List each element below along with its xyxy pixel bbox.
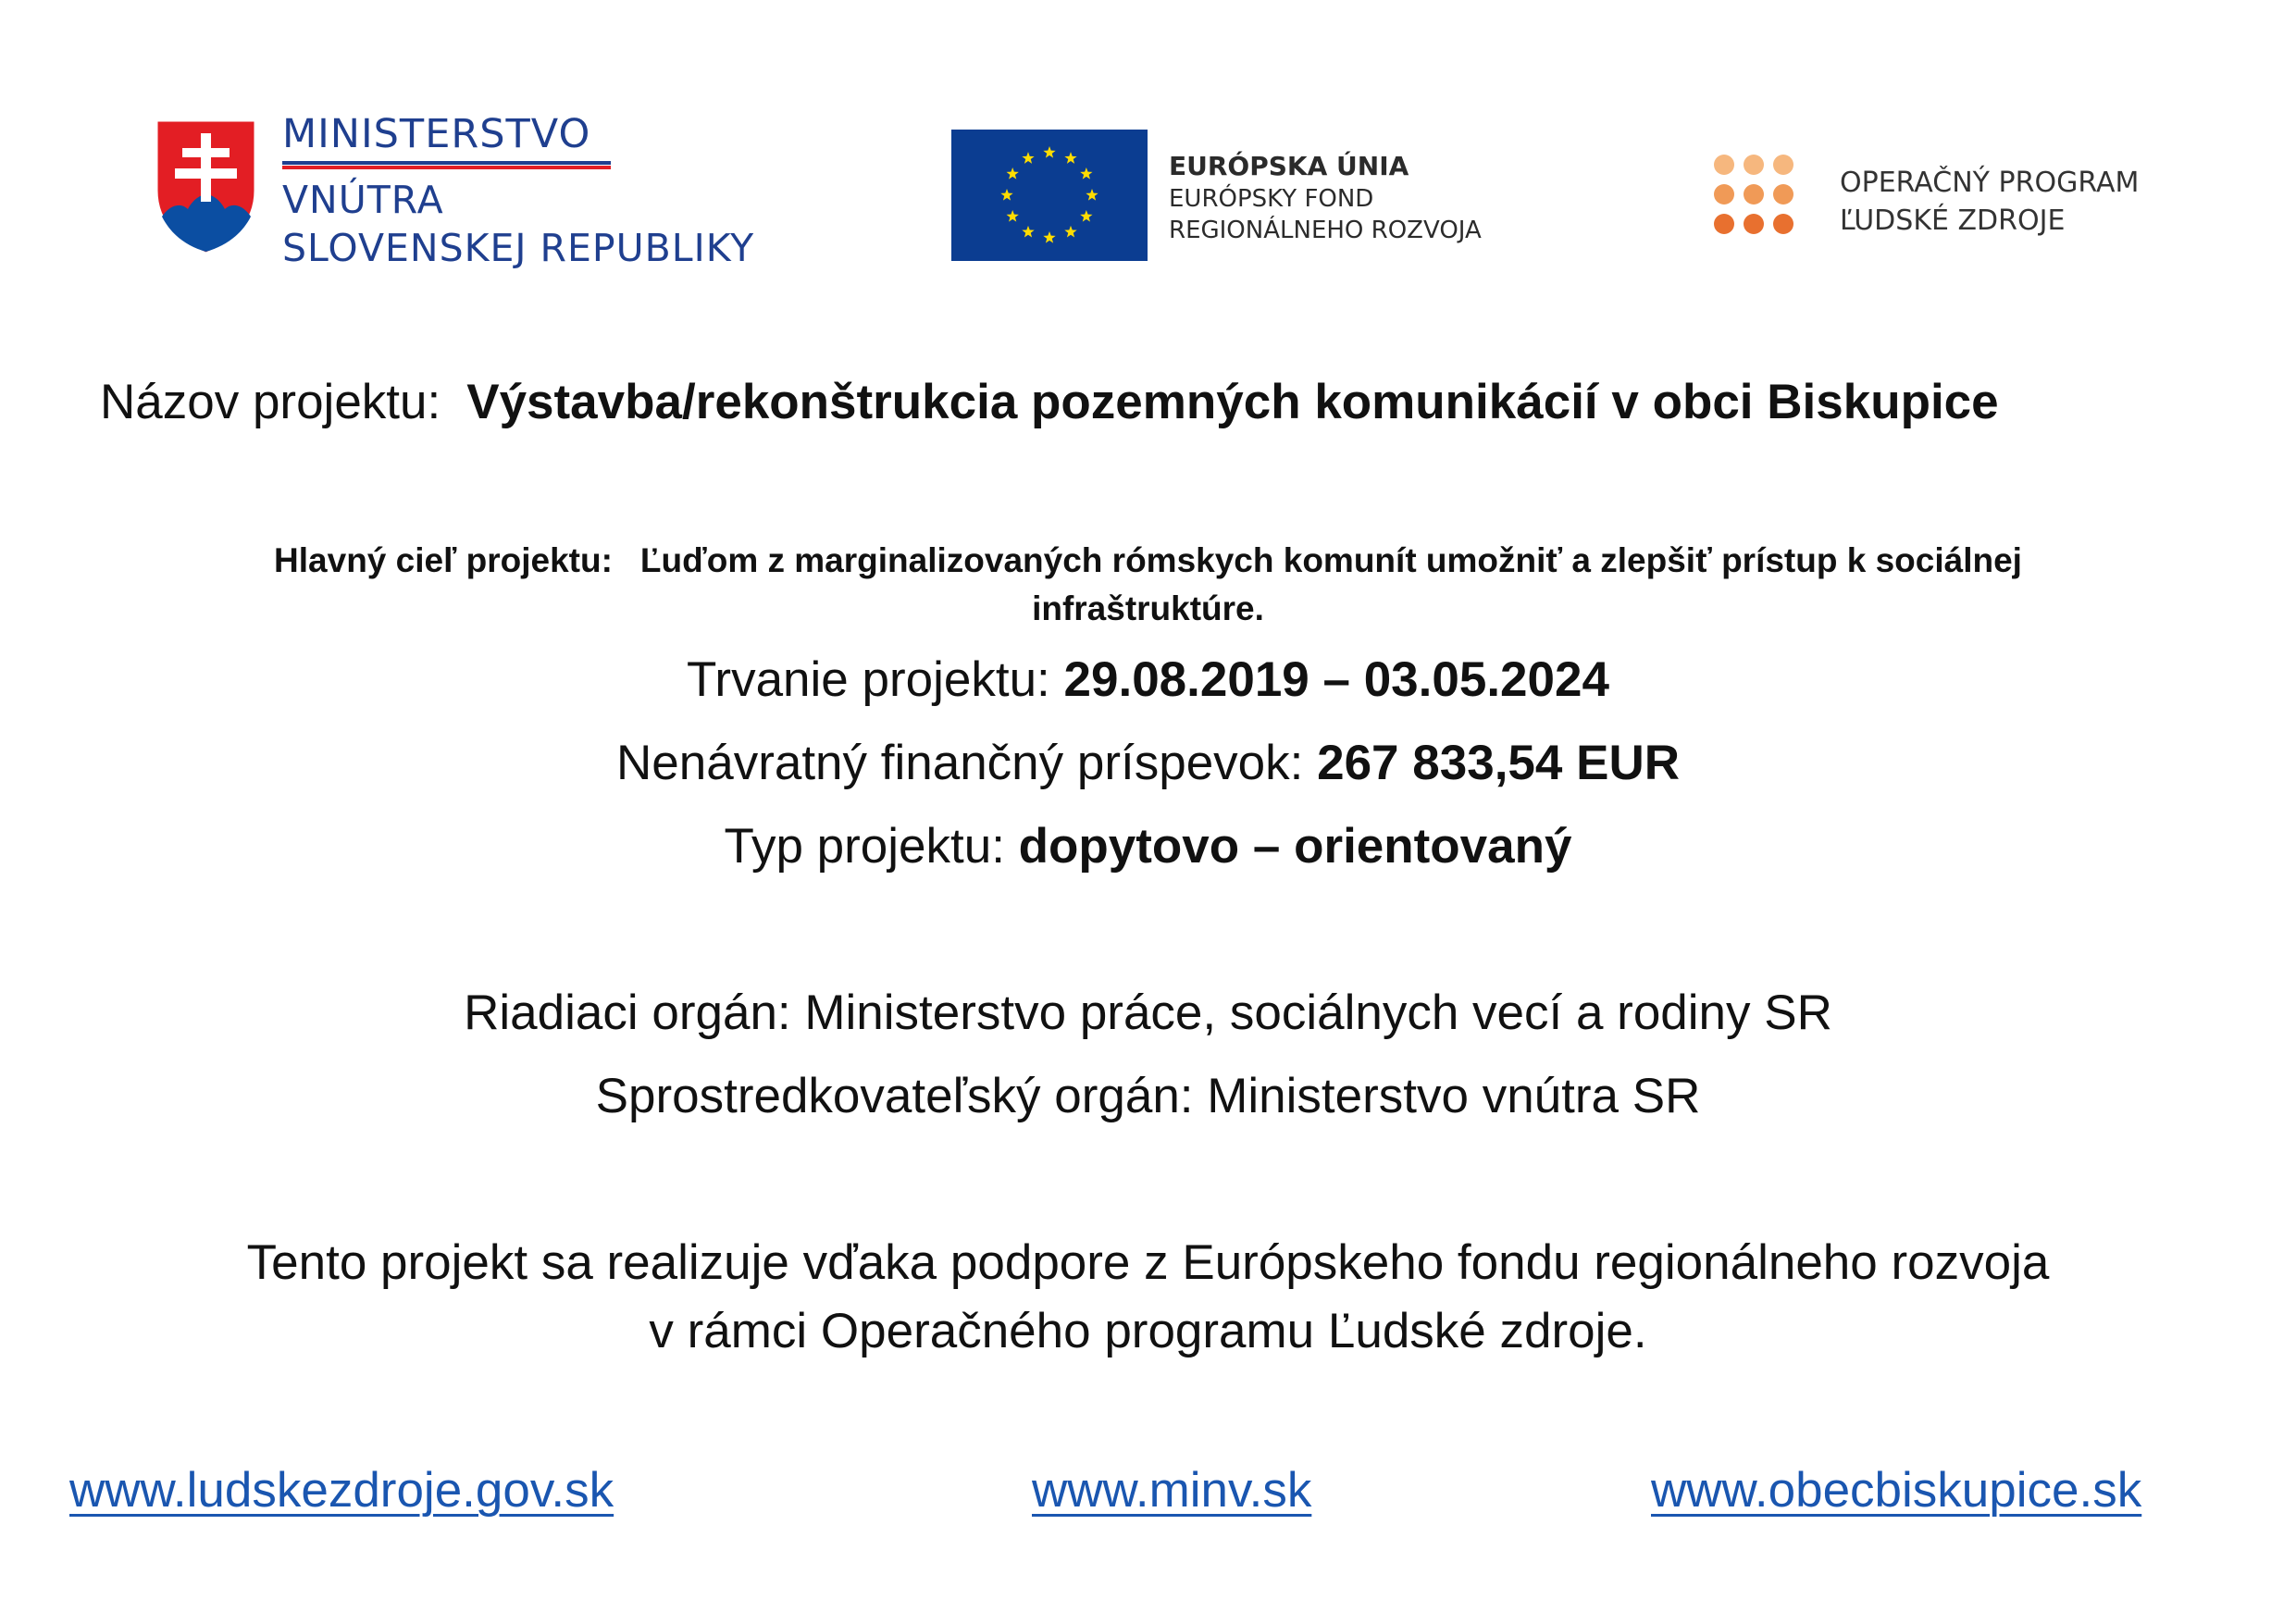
project-goal xyxy=(0,537,2296,633)
ministry-logo-divider xyxy=(282,161,611,165)
project-goal-label: Hlavný cieľ projektu: xyxy=(274,541,613,579)
ministry-logo-text xyxy=(282,111,754,272)
eu-flag-icon xyxy=(951,130,1148,261)
project-duration-label: Trvanie projektu: xyxy=(687,652,1050,707)
ministry-logo-line1: MINISTERSTVO xyxy=(282,111,591,157)
ministry-logo-line3: SLOVENSKEJ REPUBLIKY xyxy=(282,226,755,270)
link-minv[interactable]: www.minv.sk xyxy=(1032,1463,1312,1518)
funding-note xyxy=(0,1229,2296,1366)
project-name xyxy=(100,370,1999,435)
ministry-logo xyxy=(153,111,819,287)
link-ludskezdroje[interactable]: www.ludskezdroje.gov.sk xyxy=(69,1463,614,1518)
ministry-logo-line2: VNÚTRA xyxy=(282,178,444,222)
funding-note-line2: v rámci Operačného programu Ľudské zdroje. xyxy=(649,1304,1647,1358)
eu-star-icon xyxy=(1043,146,1055,158)
funding-note-line1: Tento projekt sa realizuje vďaka podpore z Európskeho fondu regionálneho rozvoja xyxy=(246,1235,2050,1290)
project-grant-label: Nenávratný finančný príspevok: xyxy=(615,736,1304,790)
eu-star-icon xyxy=(1007,210,1019,222)
orange-dots-icon xyxy=(1712,153,1795,236)
eu-logo-line2: EURÓPSKY FOND xyxy=(1169,185,1374,213)
project-duration xyxy=(0,648,2296,713)
eu-star-icon xyxy=(1086,189,1098,201)
op-logo-line1: OPERAČNÝ PROGRAM xyxy=(1840,167,2140,199)
project-type xyxy=(0,814,2296,879)
project-grant xyxy=(0,731,2296,796)
project-goal-line1 xyxy=(0,537,2296,585)
eu-star-icon xyxy=(1043,231,1055,243)
eu-logo-text xyxy=(1169,150,1482,246)
eu-logo-line1: EURÓPSKA ÚNIA xyxy=(1169,151,1409,181)
op-logo-line2: ĽUDSKÉ ZDROJE xyxy=(1840,205,2066,237)
op-logo-text xyxy=(1840,164,2139,240)
eu-star-icon xyxy=(1080,167,1092,180)
eu-stars xyxy=(951,130,1148,261)
footer-links xyxy=(0,1462,2296,1536)
eu-star-icon xyxy=(1022,152,1034,164)
project-type-label: Typ projektu: xyxy=(724,819,1005,874)
project-name-label: Názov projektu: xyxy=(100,375,441,429)
intermediate-body: Sprostredkovateľský orgán: Ministerstvo vnútra SR xyxy=(595,1069,1701,1123)
project-grant-value: 267 833,54 EUR xyxy=(1317,736,1680,790)
managing-authority: Riadiaci orgán: Ministerstvo práce, sociálnych vecí a rodiny SR xyxy=(464,986,1832,1040)
eu-star-icon xyxy=(1007,167,1019,180)
project-goal-value-line2: infraštruktúre. xyxy=(1032,589,1264,627)
eu-star-icon xyxy=(1000,189,1012,201)
project-duration-value: 29.08.2019 – 03.05.2024 xyxy=(1063,652,1609,707)
link-obecbiskupice[interactable]: www.obecbiskupice.sk xyxy=(1651,1463,2142,1518)
eu-star-icon xyxy=(1022,226,1034,238)
eu-star-icon xyxy=(1064,226,1076,238)
op-logo xyxy=(1712,153,2193,245)
slovak-coat-of-arms-icon xyxy=(153,117,259,255)
project-goal-value-line1: Ľuďom z marginalizovaných rómskych komunít umožniť a zlepšiť prístup k sociálnej xyxy=(639,541,2022,579)
project-type-value: dopytovo – orientovaný xyxy=(1018,819,1572,874)
eu-star-icon xyxy=(1064,152,1076,164)
project-name-value: Výstavba/rekonštrukcia pozemných komunikácií v obci Biskupice xyxy=(466,375,1999,429)
eu-star-icon xyxy=(1080,210,1092,222)
eu-logo xyxy=(951,130,1516,268)
eu-logo-line3: REGIONÁLNEHO ROZVOJA xyxy=(1169,217,1482,244)
